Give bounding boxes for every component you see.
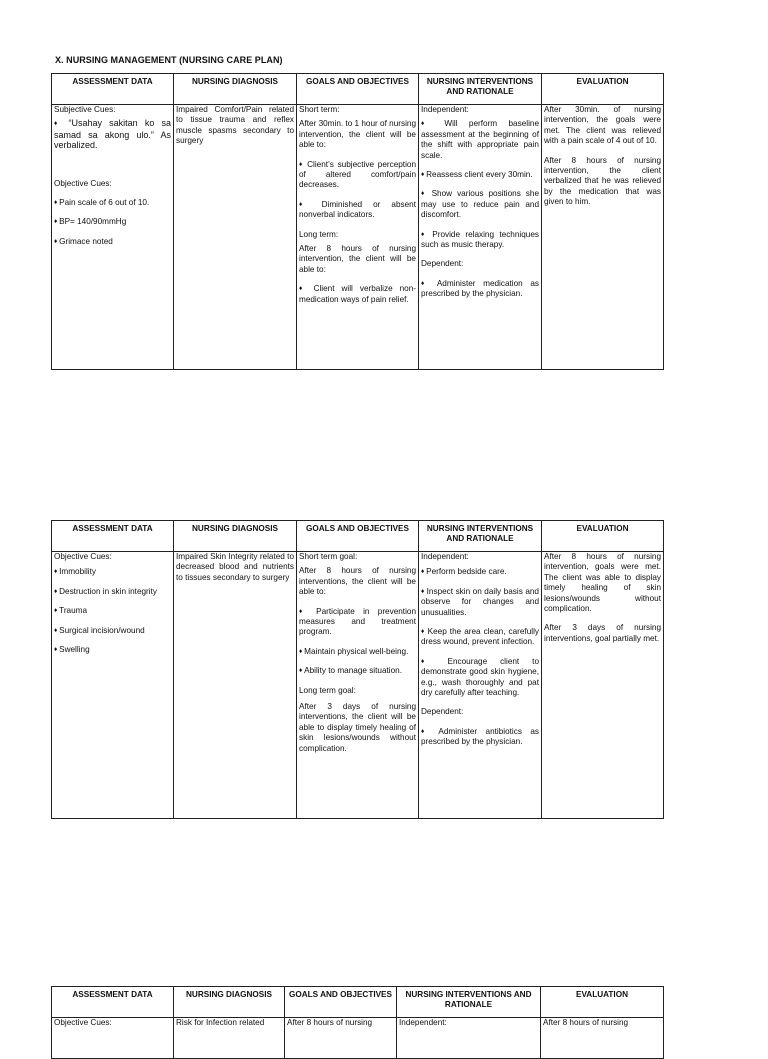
evaluation-cell: After 8 hours of nursing bbox=[541, 1018, 664, 1059]
diagnosis-cell bbox=[174, 552, 297, 819]
short-term-goal: ♦ Client’s subjective perception of altered comfort/pain decreases. bbox=[299, 160, 416, 191]
objective-cue: ♦ Immobility bbox=[54, 567, 171, 577]
header-interventions-rationale: NURSING INTERVENTIONS AND RATIONALE bbox=[419, 74, 542, 105]
objective-cue: ♦ Swelling bbox=[54, 645, 171, 655]
intervention-item: ♦ Encourage client to demonstrate good skin hygiene, e.g., wash thoroughly and pat dry carefully after teaching. bbox=[421, 657, 539, 699]
header-goals-objectives: GOALS AND OBJECTIVES bbox=[285, 987, 397, 1018]
goals-cell: After 8 hours of nursing bbox=[285, 1018, 397, 1059]
long-term-label: Long term: bbox=[299, 229, 339, 239]
objective-cues-label: Objective Cues: bbox=[54, 178, 112, 188]
intervention-item: ♦ Keep the area clean, carefully dress wound, prevent infection. bbox=[421, 627, 539, 648]
header-assessment-data: ASSESSMENT DATA bbox=[52, 74, 174, 105]
header-evaluation: EVALUATION bbox=[542, 74, 664, 105]
interventions-cell: Independent: bbox=[397, 1018, 541, 1059]
independent-label: Independent: bbox=[421, 105, 469, 114]
header-interventions-rationale: NURSING INTERVENTIONS AND RATIONALE bbox=[419, 521, 542, 552]
intervention-item: ♦ Administer antibiotics as prescribed by the physician. bbox=[421, 727, 539, 748]
care-plan-table-skin bbox=[51, 520, 664, 819]
header-evaluation: EVALUATION bbox=[541, 987, 664, 1018]
evaluation-cell bbox=[542, 105, 664, 370]
intervention-item: ♦ Administer medication as prescribed by the physician. bbox=[421, 279, 539, 300]
short-term-goal: ♦ Ability to manage situation. bbox=[299, 666, 416, 676]
diagnosis-cell bbox=[174, 105, 297, 370]
header-assessment-data: ASSESSMENT DATA bbox=[52, 987, 174, 1018]
intervention-item: ♦ Provide relaxing techniques such as music therapy. bbox=[421, 230, 539, 251]
evaluation-text: After 8 hours of nursing intervention, the client verbalized that he was relieved by the medication that was given to him. bbox=[544, 155, 661, 207]
assessment-cell bbox=[52, 552, 174, 819]
goals-cell bbox=[297, 105, 419, 370]
intervention-item: ♦ Show various positions she may use to reduce pain and discomfort. bbox=[421, 189, 539, 220]
short-term-goal: ♦ Maintain physical well-being. bbox=[299, 647, 416, 657]
header-evaluation: EVALUATION bbox=[542, 521, 664, 552]
nursing-diagnosis-text: Impaired Skin Integrity related to decreased blood and nutrients to tissues secondary to surgery bbox=[176, 552, 294, 582]
interventions-cell bbox=[419, 552, 542, 819]
intervention-item: ♦ Will perform baseline assessment at the beginning of the shift with appropriate pain scale. bbox=[421, 119, 539, 161]
header-nursing-diagnosis: NURSING DIAGNOSIS bbox=[174, 74, 297, 105]
short-term-goal: ♦ Participate in prevention measures and treatment program. bbox=[299, 607, 416, 638]
short-term-intro: After 8 hours of nursing interventions, the client will be able to: bbox=[299, 566, 416, 597]
intervention-item: ♦ Perform bedside care. bbox=[421, 567, 539, 577]
independent-label: Independent: bbox=[421, 552, 469, 561]
intervention-item: ♦ Inspect skin on daily basis and observe for changes and unusualities. bbox=[421, 587, 539, 618]
nursing-diagnosis-text: Impaired Comfort/Pain related to tissue trauma and reflex muscle spasms secondary to surgery bbox=[176, 105, 294, 146]
header-goals-objectives: GOALS AND OBJECTIVES bbox=[297, 74, 419, 105]
subjective-quote: ♦ “Usahay sakitan ko sa samad sa akong ulo.” As verbalized. bbox=[54, 118, 171, 150]
objective-cue: ♦ Destruction in skin integrity bbox=[54, 587, 171, 597]
dependent-label: Dependent: bbox=[421, 259, 464, 269]
header-goals-objectives: GOALS AND OBJECTIVES bbox=[297, 521, 419, 552]
objective-cue: ♦ Surgical incision/wound bbox=[54, 626, 171, 636]
objective-cue: ♦ BP= 140/90mmHg bbox=[54, 217, 171, 227]
table-row bbox=[52, 105, 664, 370]
goals-cell bbox=[297, 552, 419, 819]
objective-cue: ♦ Trauma bbox=[54, 606, 171, 616]
short-term-label: Short term goal: bbox=[299, 552, 358, 561]
table-header-row bbox=[52, 987, 664, 1018]
objective-cues-label: Objective Cues: bbox=[54, 552, 112, 561]
long-term-goal: ♦ Client will verbalize non-medication ways of pain relief. bbox=[299, 284, 416, 305]
objective-cue: ♦ Pain scale of 6 out of 10. bbox=[54, 198, 171, 208]
header-nursing-diagnosis: NURSING DIAGNOSIS bbox=[174, 521, 297, 552]
care-plan-table-infection bbox=[51, 986, 664, 1059]
header-nursing-diagnosis: NURSING DIAGNOSIS bbox=[174, 987, 285, 1018]
header-interventions-rationale: NURSING INTERVENTIONS AND RATIONALE bbox=[397, 987, 541, 1018]
dependent-label: Dependent: bbox=[421, 707, 464, 717]
long-term-intro: After 3 days of nursing interventions, the client will be able to display timely healing of skin lesions/wounds without complication. bbox=[299, 702, 416, 753]
interventions-cell bbox=[419, 105, 542, 370]
header-assessment-data: ASSESSMENT DATA bbox=[52, 521, 174, 552]
evaluation-text: After 3 days of nursing interventions, goal partially met. bbox=[544, 623, 661, 643]
table-header-row bbox=[52, 74, 664, 105]
long-term-intro: After 8 hours of nursing intervention, the client will be able to: bbox=[299, 244, 416, 274]
document-heading: X. NURSING MANAGEMENT (NURSING CARE PLAN) bbox=[55, 55, 283, 65]
assessment-cell: Objective Cues: bbox=[52, 1018, 174, 1059]
table-row bbox=[52, 552, 664, 819]
assessment-cell bbox=[52, 105, 174, 370]
evaluation-text: After 8 hours of nursing intervention, goals were met. The client was able to display timely healing of skin lesions/wounds without complication. bbox=[544, 552, 661, 614]
short-term-goal: ♦ Diminished or absent nonverbal indicators. bbox=[299, 200, 416, 221]
evaluation-text: After 30min. of nursing intervention, the goals were met. The client was relieved with a pain scale of 4 out of 10. bbox=[544, 105, 661, 146]
intervention-item: ♦ Reassess client every 30min. bbox=[421, 170, 539, 180]
subjective-cues-label: Subjective Cues: bbox=[54, 105, 116, 114]
table-header-row bbox=[52, 521, 664, 552]
short-term-label: Short term: bbox=[299, 105, 340, 114]
care-plan-table-pain bbox=[51, 73, 664, 370]
diagnosis-cell: Risk for Infection related bbox=[174, 1018, 285, 1059]
long-term-label: Long term goal: bbox=[299, 685, 356, 695]
objective-cue: ♦ Grimace noted bbox=[54, 237, 171, 247]
evaluation-cell bbox=[542, 552, 664, 819]
short-term-intro: After 30min. to 1 hour of nursing intervention, the client will be able to: bbox=[299, 119, 416, 150]
